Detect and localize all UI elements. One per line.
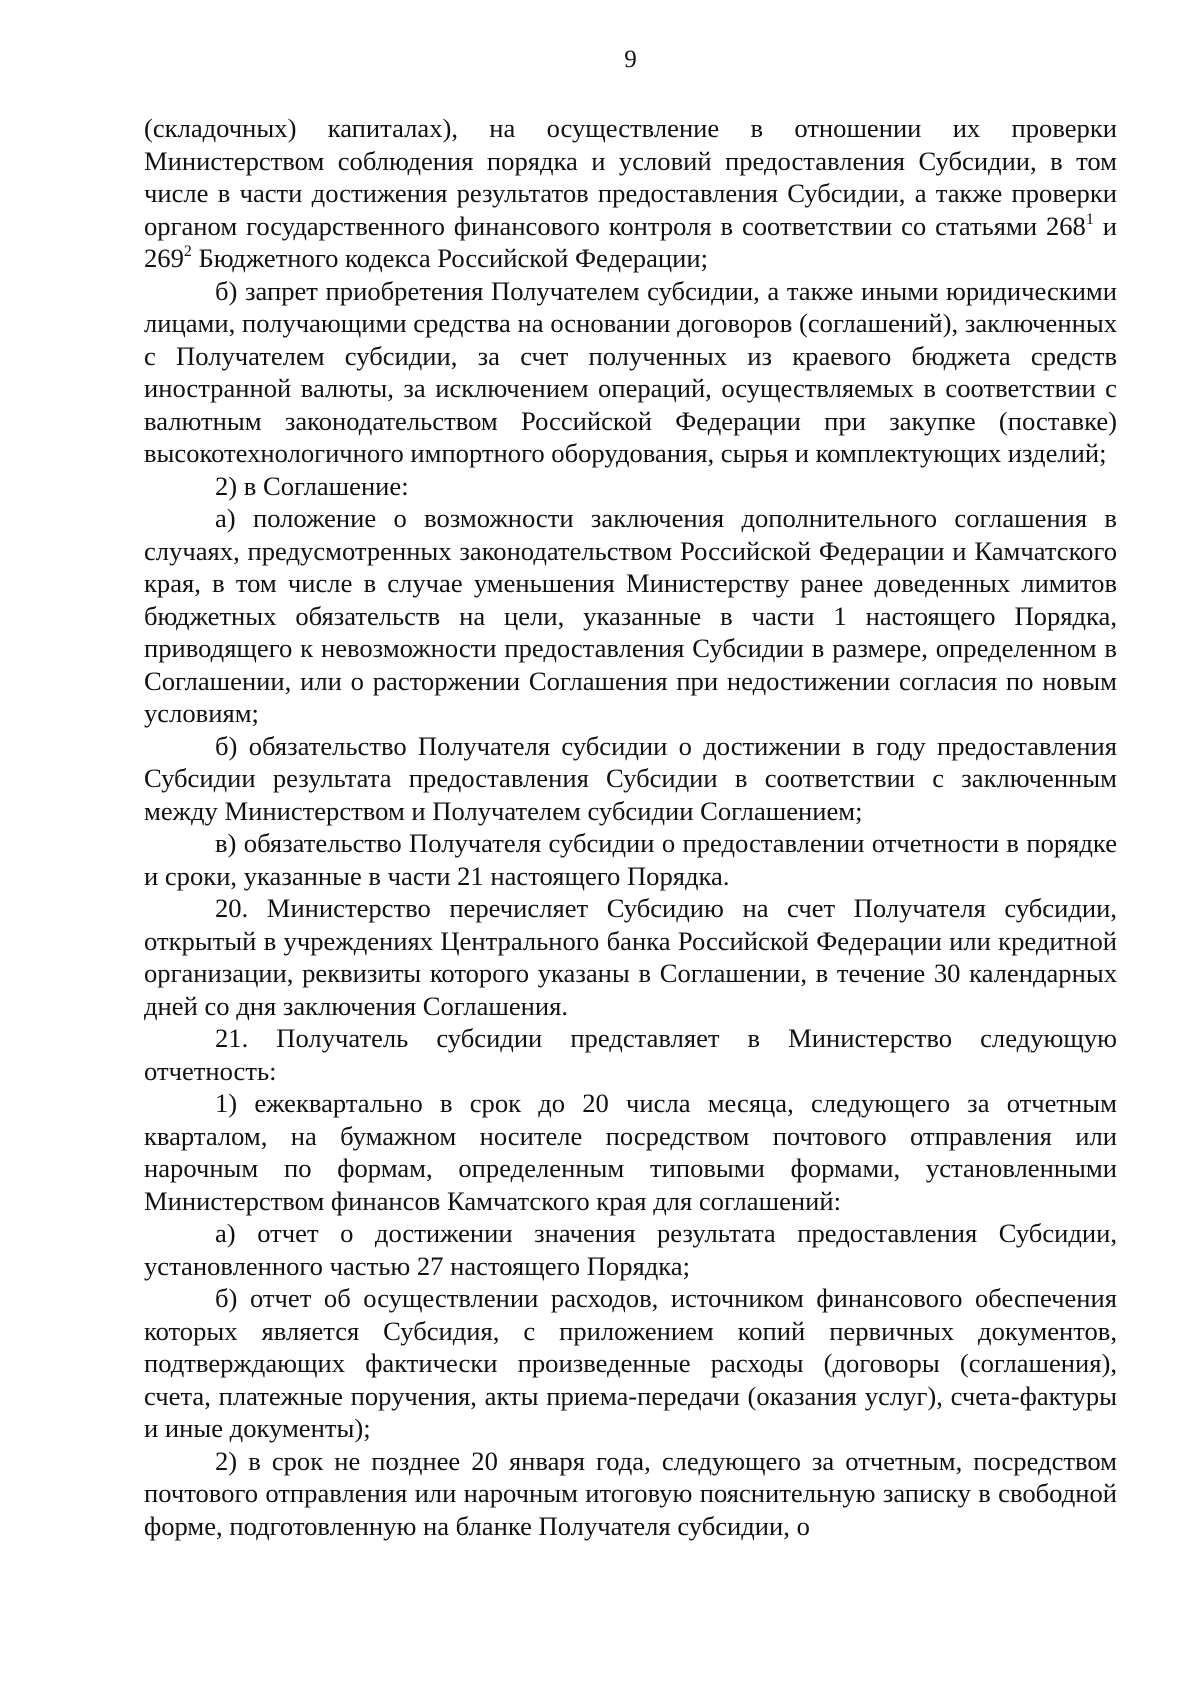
- paragraph-text: Бюджетного кодекса Российской Федерации;: [191, 243, 708, 273]
- paragraph: б) обязательство Получателя субсидии о достижении в году предоставления Субсидии результата предоставления Субсидии в соответствии с заключенным между Министерством и Получателем субсидии Соглашением;: [144, 730, 1117, 826]
- paragraph: 2) в срок не позднее 20 января года, следующего за отчетным, посредством почтового отправления или нарочным итоговую пояснительную записку в свободной форме, подготовленную на бланке Получателя субсидии, о: [144, 1445, 1117, 1541]
- paragraph: в) обязательство Получателя субсидии о предоставлении отчетности в порядке и сроки, указанные в части 21 настоящего Порядка.: [144, 828, 1117, 891]
- paragraph: 1) ежеквартально в срок до 20 числа месяца, следующего за отчетным кварталом, на бумажном носителе посредством почтового отправления или нарочным по формам, определенным типовыми формами, установленными Министерством финансов Камчатского края для соглашений:: [144, 1088, 1117, 1216]
- page-number: 9: [624, 46, 637, 73]
- paragraph: а) положение о возможности заключения дополнительного соглашения в случаях, предусмотренных законодательством Российской Федерации и Камчатского края, в том числе в случае уменьшения Министерству ранее доведенных лимитов бюджетных обязательств на цели, указанные в части 1 настоящего Порядка, приводящего к невозможности предоставления Субсидии в размере, определенном в Соглашении, или о расторжении Соглашения при недостижении согласия по новым условиям;: [144, 503, 1117, 728]
- paragraph: а) отчет о достижении значения результата предоставления Субсидии, установленного частью 27 настоящего Порядка;: [144, 1218, 1117, 1281]
- paragraph: б) отчет об осуществлении расходов, источником финансового обеспечения которых является Субсидия, с приложением копий первичных документов, подтверждающих фактически произведенные расходы (договоры (соглашения), счета, платежные поручения, акты приема-передачи (оказания услуг), счета-фактуры и иные документы);: [144, 1283, 1117, 1443]
- paragraph: б) запрет приобретения Получателем субсидии, а также иными юридическими лицами, получающими средства на основании договоров (соглашений), заключенных с Получателем субсидии, за счет полученных из краевого бюджета средств иностранной валюты, за исключением операций, осуществляемых в соответствии с валютным законодательством Российской Федерации при закупке (поставке) высокотехнологичного импортного оборудования, сырья и комплектующих изделий;: [144, 275, 1117, 468]
- superscript: 2: [183, 242, 192, 260]
- superscript: 1: [1085, 210, 1094, 228]
- paragraph-text: и 269: [144, 210, 1117, 273]
- paragraph-continuation: [144, 112, 1117, 275]
- paragraph-text: (складочных) капиталах), на осуществление в отношении их проверки Министерством соблюдения порядка и условий предоставления Субсидии, в том числе в части достижения результатов предоставления Субсидии, а также проверки органом государственного финансового контроля в соответствии со статьями 268: [144, 113, 1117, 241]
- paragraph: 21. Получатель субсидии представляет в Министерство следующую отчетность:: [144, 1023, 1117, 1086]
- paragraph: 2) в Соглашение:: [215, 470, 409, 501]
- paragraph: 20. Министерство перечисляет Субсидию на счет Получателя субсидии, открытый в учреждениях Центрального банка Российской Федерации или кредитной организации, реквизиты которого указаны в Соглашении, в течение 30 календарных дней со дня заключения Соглашения.: [144, 893, 1117, 1021]
